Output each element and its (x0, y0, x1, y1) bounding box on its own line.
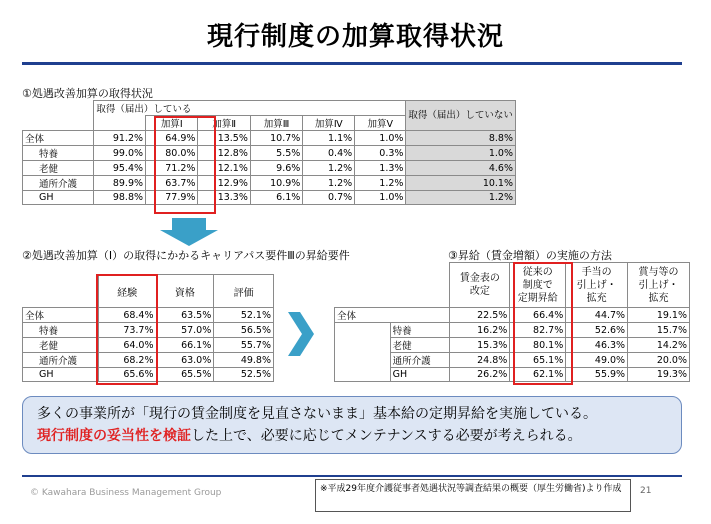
col-header: 加算Ⅱ (198, 116, 250, 131)
page-number: 21 (640, 486, 652, 496)
table-row: 全体 68.4% 63.5% 52.1% (23, 308, 274, 323)
table-row: 老健 95.4% 71.2% 12.1% 9.6% 1.2% 1.3% 4.6% (23, 161, 516, 176)
table-row: 特養 73.7% 57.0% 56.5% (23, 323, 274, 338)
section2-heading: ②処遇改善加算（Ⅰ）の取得にかかるキャリアパス要件Ⅲの昇給要件 (22, 249, 350, 262)
raise-method-table (334, 262, 690, 382)
title-underline (22, 62, 682, 65)
table-row: 通所介護 68.2% 63.0% 49.8% (23, 353, 274, 368)
col-header: 経験 (98, 275, 156, 308)
right-arrow-icon (288, 312, 314, 356)
page-title: 現行制度の加算取得状況 (206, 22, 504, 52)
group-not-label: 取得（届出）していない (406, 101, 516, 131)
col-header: 賃金表の 改定 (450, 263, 510, 308)
group-acquired-label: 取得（届出）している (94, 101, 406, 116)
down-arrow-icon (160, 218, 218, 246)
table-row: 老健 64.0% 66.1% 55.7% (23, 338, 274, 353)
col-header: 資格 (156, 275, 214, 308)
acquisition-table (22, 100, 516, 205)
col-header: 加算Ⅰ (146, 116, 198, 131)
table-row: 老健 15.3% 80.1% 46.3% 14.2% (335, 338, 690, 353)
copyright: © Kawahara Business Management Group (30, 488, 222, 498)
table-row: 特養 16.2% 82.7% 52.6% 15.7% (335, 323, 690, 338)
col-header: 加算Ⅳ (303, 116, 355, 131)
col-header: 手当の 引上げ・ 拡充 (566, 263, 628, 308)
career-path-table (22, 274, 274, 382)
section3-heading: ③昇給（賃金増額）の実施の方法 (448, 249, 612, 262)
table-row: 特養 99.0% 80.0% 12.8% 5.5% 0.4% 0.3% 1.0% (23, 146, 516, 161)
footer-rule (22, 475, 682, 477)
table-row: 全体 91.2% 64.9% 13.5% 10.7% 1.1% 1.0% 8.8% (23, 131, 516, 146)
callout-line2: 現行制度の妥当性を検証した上で、必要に応じてメンテナンスする必要が考えられる。 (37, 428, 582, 444)
col-header: 従来の 制度で 定期昇給 (510, 263, 566, 308)
table-row: 通所介護 89.9% 63.7% 12.9% 10.9% 1.2% 1.2% 10.1% (23, 176, 516, 191)
col-header: 評価 (214, 275, 274, 308)
callout-emphasis: 現行制度の妥当性を検証 (37, 428, 191, 444)
table-row: 全体 22.5% 66.4% 44.7% 19.1% (335, 308, 690, 323)
table-row: GH 98.8% 77.9% 13.3% 6.1% 0.7% 1.0% 1.2% (23, 191, 516, 205)
col-header: 加算Ⅲ (250, 116, 302, 131)
source-note: ※平成29年度介護従事者処遇状況等調査結果の概要（厚生労働省)より作成 (315, 479, 631, 512)
col-header: 加算Ⅴ (355, 116, 406, 131)
callout-line1: 多くの事業所が「現行の賃金制度を見直さないまま」基本給の定期昇給を実施している。 (37, 406, 597, 422)
col-header: 賞与等の 引上げ・ 拡充 (628, 263, 690, 308)
table-row: GH 26.2% 62.1% 55.9% 19.3% (335, 368, 690, 382)
table-row: 通所介護 24.8% 65.1% 49.0% 20.0% (335, 353, 690, 368)
summary-callout (22, 396, 682, 454)
section1-heading: ①処遇改善加算の取得状況 (22, 87, 153, 100)
table-row: GH 65.6% 65.5% 52.5% (23, 368, 274, 382)
